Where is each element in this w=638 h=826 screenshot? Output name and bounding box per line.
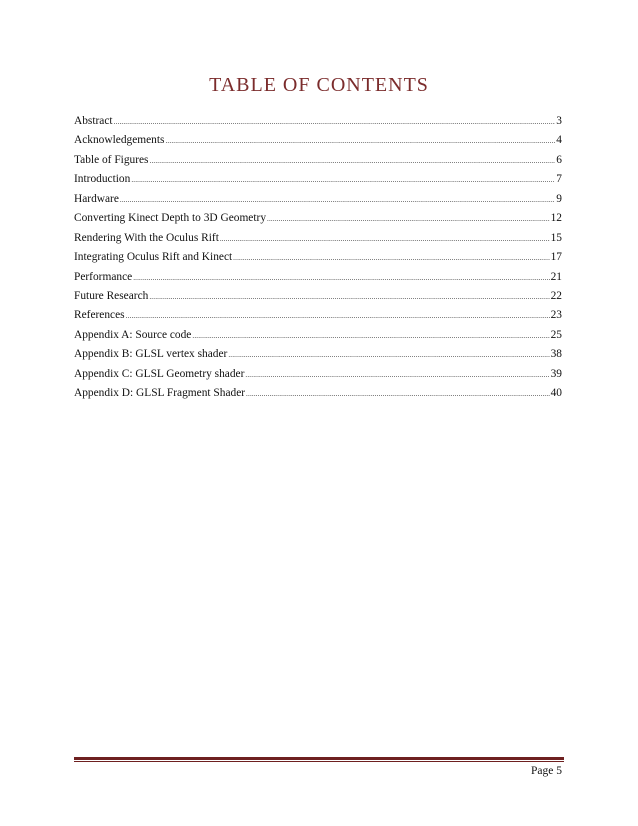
toc-entry-references[interactable]: [74, 306, 562, 325]
dot-leader: [246, 385, 550, 404]
toc-entry-title[interactable]: Converting Kinect Depth to 3D Geometry: [74, 212, 267, 225]
dot-leader: [165, 132, 555, 151]
toc-entry-page[interactable]: 9: [556, 192, 562, 205]
dot-leader: [192, 327, 549, 346]
toc-entry-title[interactable]: Introduction: [74, 173, 131, 186]
dot-leader: [220, 230, 550, 249]
dot-leader: [131, 171, 555, 190]
dot-leader: [150, 152, 556, 171]
footer-rule-thin: [74, 761, 564, 762]
dot-leader: [114, 113, 556, 132]
toc-entry-page[interactable]: 23: [550, 309, 562, 322]
dot-leader: [149, 288, 549, 307]
toc-entry-appendix-b[interactable]: [74, 345, 562, 364]
toc-entry-performance[interactable]: [74, 268, 562, 287]
page-number: Page 5: [531, 765, 562, 777]
toc-entry-future-research[interactable]: [74, 287, 562, 306]
table-of-contents: [74, 112, 562, 404]
toc-entry-title[interactable]: Table of Figures: [74, 153, 149, 166]
toc-entry-page[interactable]: 15: [550, 231, 562, 244]
toc-entry-page[interactable]: 21: [550, 270, 562, 283]
toc-entry-appendix-d[interactable]: [74, 384, 562, 403]
toc-entry-title[interactable]: Performance: [74, 270, 133, 283]
toc-entry-title[interactable]: Integrating Oculus Rift and Kinect: [74, 251, 233, 264]
page-title: TABLE OF CONTENTS: [209, 74, 429, 96]
toc-entry-page[interactable]: 17: [550, 251, 562, 264]
toc-entry-appendix-a[interactable]: [74, 326, 562, 345]
toc-entry-page[interactable]: 12: [550, 212, 562, 225]
toc-entry-title[interactable]: Appendix D: GLSL Fragment Shader: [74, 387, 246, 400]
toc-entry-integrating-oculus-kinect[interactable]: [74, 248, 562, 267]
toc-entry-acknowledgements[interactable]: [74, 131, 562, 150]
toc-entry-page[interactable]: 6: [556, 153, 562, 166]
toc-entry-title[interactable]: Appendix B: GLSL vertex shader: [74, 348, 228, 361]
toc-entry-title[interactable]: Rendering With the Oculus Rift: [74, 231, 219, 244]
dot-leader: [228, 346, 549, 365]
toc-entry-title[interactable]: Appendix A: Source code: [74, 328, 192, 341]
toc-entry-page[interactable]: 7: [556, 173, 562, 186]
toc-entry-rendering-oculus-rift[interactable]: [74, 229, 562, 248]
toc-entry-hardware[interactable]: [74, 190, 562, 209]
toc-entry-converting-kinect-depth[interactable]: [74, 209, 562, 228]
footer-rule: [74, 757, 564, 760]
toc-entry-table-of-figures[interactable]: [74, 151, 562, 170]
dot-leader: [245, 366, 549, 385]
toc-entry-title[interactable]: Abstract: [74, 115, 113, 127]
toc-entry-page[interactable]: 40: [550, 387, 562, 400]
toc-entry-page[interactable]: 39: [550, 367, 562, 380]
dot-leader: [133, 269, 549, 288]
toc-entry-appendix-c[interactable]: [74, 365, 562, 384]
toc-entry-title[interactable]: References: [74, 309, 125, 322]
toc-entry-title[interactable]: Future Research: [74, 289, 149, 302]
toc-entry-page[interactable]: 3: [556, 115, 562, 127]
dot-leader: [233, 249, 549, 268]
toc-entry-page[interactable]: 22: [550, 289, 562, 302]
toc-entry-title[interactable]: Hardware: [74, 192, 119, 205]
dot-leader: [120, 191, 555, 210]
toc-entry-title[interactable]: Acknowledgements: [74, 134, 165, 147]
dot-leader: [267, 210, 550, 229]
toc-entry-page[interactable]: 38: [550, 348, 562, 361]
toc-entry-page[interactable]: 4: [556, 134, 562, 147]
toc-entry-title[interactable]: Appendix C: GLSL Geometry shader: [74, 367, 245, 380]
toc-entry-introduction[interactable]: [74, 170, 562, 189]
toc-entry-abstract[interactable]: [74, 112, 562, 131]
toc-entry-page[interactable]: 25: [550, 328, 562, 341]
dot-leader: [126, 307, 550, 326]
